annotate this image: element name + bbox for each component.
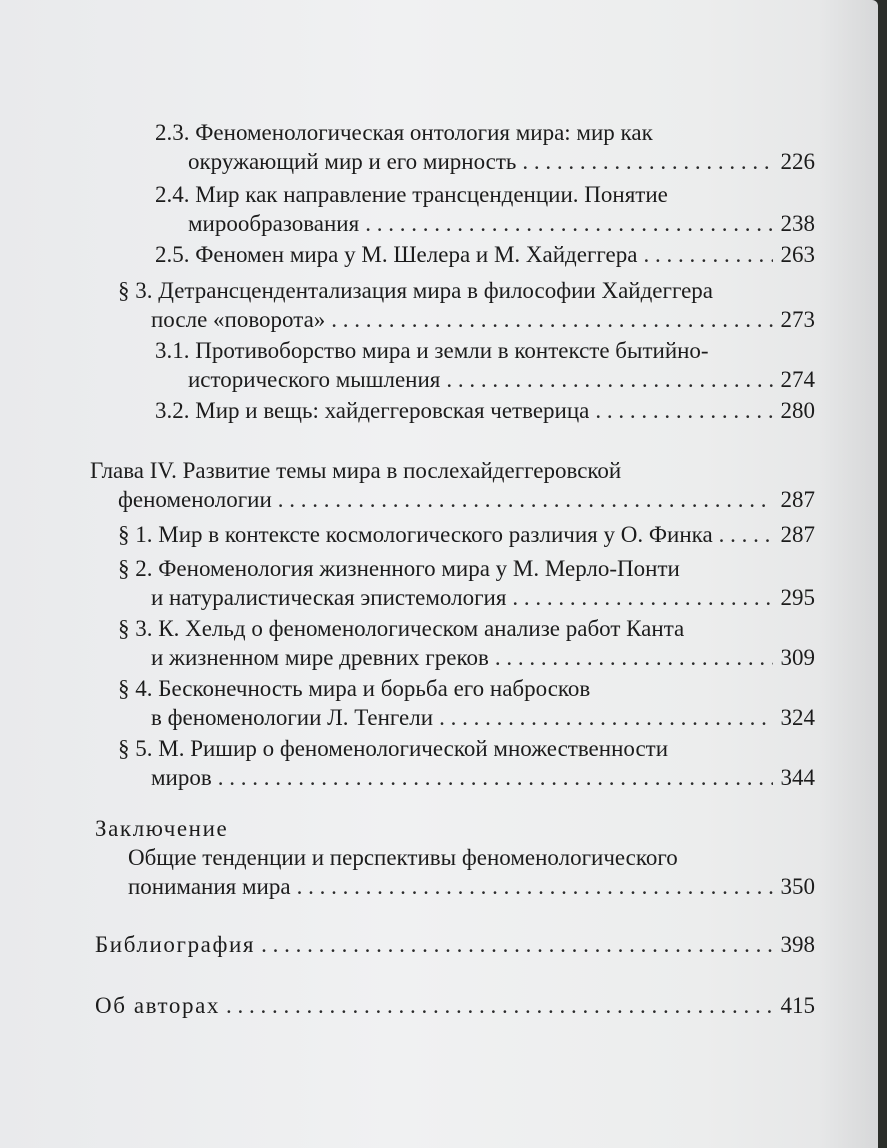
entry-title-line: § 4. Бесконечность мира и борьба его набросков xyxy=(118,676,591,701)
entry-title-line: понимания мира xyxy=(128,874,291,899)
dot-leader xyxy=(439,703,773,732)
toc-entry-2-5 xyxy=(155,240,815,269)
page-number: 309 xyxy=(780,645,815,670)
entry-title-line: 3.2. Мир и вещь: хайдеггеровская четверица xyxy=(155,398,590,423)
toc-entry-3-1 xyxy=(155,336,815,394)
dot-leader xyxy=(446,365,773,394)
page-number: 274 xyxy=(780,367,815,392)
page-number: 398 xyxy=(780,932,815,957)
toc-entry-chapter4-section-4 xyxy=(118,674,815,732)
entry-title-line: 2.5. Феномен мира у М. Шелера и М. Хайдеггера xyxy=(155,242,638,267)
entry-title-line: окружающий мир и его мирность xyxy=(188,149,517,174)
entry-title-line: § 3. Детрансцендентализация мира в философии Хайдеггера xyxy=(118,278,713,303)
entry-title-line: 2.4. Мир как направление трансценденции. Понятие xyxy=(155,182,668,207)
page-number: 280 xyxy=(780,398,815,423)
toc-entry-about-authors xyxy=(95,991,815,1020)
dot-leader xyxy=(261,930,773,959)
toc-entry-chapter4-section-1 xyxy=(118,520,815,549)
dot-leader xyxy=(365,209,773,238)
dot-leader xyxy=(643,240,773,269)
entry-title-line: миров xyxy=(151,765,212,790)
toc-entry-bibliography xyxy=(95,930,815,959)
entry-title-line: Заключение xyxy=(95,816,229,841)
toc-entry-3-2 xyxy=(155,396,815,425)
toc-entry-2-4 xyxy=(155,180,815,238)
page-edge-shadow xyxy=(818,0,878,1148)
entry-title-line: § 1. Мир в контексте космологического различия у О. Финка xyxy=(118,522,713,547)
entry-title-line: 2.3. Феноменологическая онтология мира: мир как xyxy=(155,120,653,145)
entry-title-line: 3.1. Противоборство мира и земли в контексте бытийно- xyxy=(155,338,709,363)
toc-entry-conclusion-sub xyxy=(128,843,815,901)
entry-title-line: Об авторах xyxy=(95,993,221,1018)
entry-title-line: после «поворота» xyxy=(151,307,326,332)
page-number: 344 xyxy=(780,765,815,790)
page-number: 226 xyxy=(780,149,815,174)
entry-title-line: и жизненном мире древних греков xyxy=(151,645,489,670)
entry-title-line: мирообразования xyxy=(188,211,360,236)
dot-leader xyxy=(595,396,773,425)
page-number: 273 xyxy=(780,307,815,332)
page-number: 324 xyxy=(780,705,815,730)
page-number: 295 xyxy=(780,585,815,610)
entry-title-line: Общие тенденции и перспективы феноменологического xyxy=(128,845,678,870)
entry-title-line: § 2. Феноменология жизненного мира у М. Мерло-Понти xyxy=(118,556,680,581)
dot-leader xyxy=(522,147,773,176)
dot-leader xyxy=(278,485,773,514)
entry-title-line: Библиография xyxy=(95,932,256,957)
toc-entry-section-3 xyxy=(118,276,815,334)
toc-entry-chapter4-section-5 xyxy=(118,734,815,792)
page-number: 238 xyxy=(780,211,815,236)
page-number: 263 xyxy=(780,242,815,267)
entry-title-line: в феноменологии Л. Тенгели xyxy=(151,705,434,730)
dot-leader xyxy=(512,583,773,612)
entry-title-line: § 5. М. Ришир о феноменологической множественности xyxy=(118,736,669,761)
entry-title-line: Глава IV. Развитие темы мира в послехайдеггеровской xyxy=(90,458,622,483)
page-number: 287 xyxy=(780,487,815,512)
dot-leader xyxy=(226,991,773,1020)
entry-title-line: феноменологии xyxy=(118,487,272,512)
toc-entry-chapter-4 xyxy=(90,456,815,514)
toc-entry-chapter4-section-3 xyxy=(118,614,815,672)
toc-entry-conclusion xyxy=(95,814,815,843)
entry-title-line: § 3. К. Хельд о феноменологическом анализе работ Канта xyxy=(118,616,685,641)
page-number: 350 xyxy=(780,874,815,899)
page-number: 287 xyxy=(780,522,815,547)
entry-title-line: и натуралистическая эпистемология xyxy=(151,585,507,610)
toc-entry-2-3 xyxy=(155,118,815,176)
dot-leader xyxy=(331,305,773,334)
dot-leader xyxy=(719,520,773,549)
page-number: 415 xyxy=(780,993,815,1018)
toc-entry-chapter4-section-2 xyxy=(118,554,815,612)
dot-leader xyxy=(218,763,773,792)
dot-leader xyxy=(495,643,773,672)
entry-title-line: исторического мышления xyxy=(188,367,441,392)
dot-leader xyxy=(297,872,773,901)
